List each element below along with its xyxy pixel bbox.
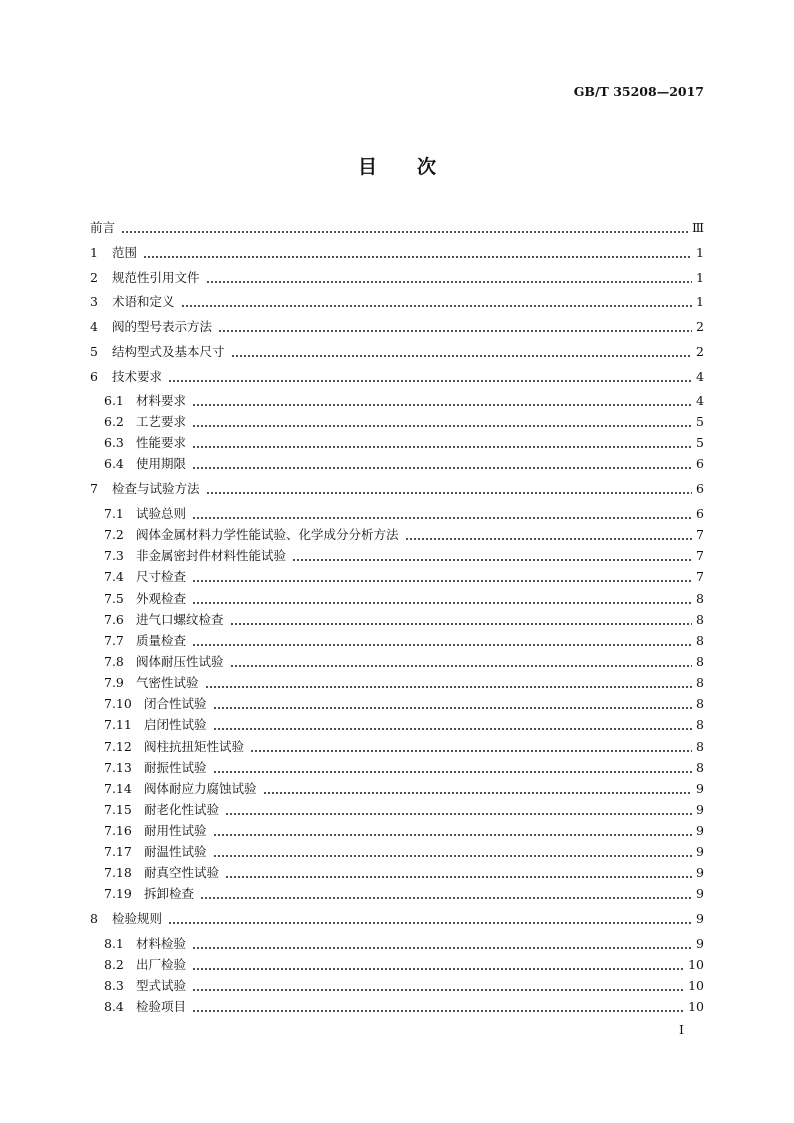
toc-entry-page: 9: [696, 844, 704, 859]
toc-entry-label: 外观检查: [136, 591, 187, 606]
dot-leader: [192, 957, 684, 972]
dot-leader: [405, 527, 692, 542]
toc-entry[interactable]: [90, 548, 704, 563]
toc-entry[interactable]: [90, 369, 704, 384]
toc-entry-number: 8.1: [104, 936, 124, 951]
dot-leader: [192, 978, 684, 993]
toc-entry-page: 8: [696, 739, 704, 754]
dot-leader: [192, 569, 692, 584]
page-title: [0, 152, 794, 179]
toc-entry[interactable]: [90, 633, 704, 648]
toc-entry-number: 8.2: [104, 957, 124, 972]
toc-entry-number: 7.19: [104, 886, 132, 901]
toc-entry-label: 阀的型号表示方法: [112, 319, 213, 334]
title-char-1: 目: [357, 156, 377, 178]
toc-entry[interactable]: [90, 481, 704, 496]
toc-entry-label: 质量检查: [136, 633, 187, 648]
toc-entry-page: 9: [696, 865, 704, 880]
toc-entry[interactable]: [90, 781, 704, 796]
toc-entry-page: 2: [696, 344, 704, 359]
toc-entry-page: 8: [696, 591, 704, 606]
toc-entry-label: 尺寸检查: [136, 569, 187, 584]
toc-entry-number: 7.15: [104, 802, 132, 817]
toc-entry-number: 2: [90, 270, 98, 285]
toc-entry-label: 范围: [112, 245, 138, 260]
toc-entry-page: 5: [696, 414, 704, 429]
toc-entry-label: 耐老化性试验: [144, 802, 220, 817]
toc-entry-number: 3: [90, 294, 98, 309]
toc-entry-page: 1: [696, 270, 704, 285]
toc-entry-label: 前言: [90, 220, 116, 235]
toc-entry-label: 阀体耐压性试验: [136, 654, 224, 669]
toc-entry-page: 9: [696, 781, 704, 796]
dot-leader: [192, 633, 692, 648]
toc-entry[interactable]: [90, 527, 704, 542]
toc-entry[interactable]: [90, 675, 704, 690]
toc-entry-page: 9: [696, 886, 704, 901]
toc-entry-page: 7: [696, 569, 704, 584]
toc-entry-page: 5: [696, 435, 704, 450]
toc-entry-number: 7.13: [104, 760, 132, 775]
toc-entry[interactable]: [90, 393, 704, 408]
toc-entry-label: 使用期限: [136, 456, 187, 471]
toc-entry-label: 材料检验: [136, 936, 187, 951]
toc-entry-number: 7.16: [104, 823, 132, 838]
toc-entry-label: 出厂检验: [136, 957, 187, 972]
dot-leader: [121, 220, 688, 235]
toc-entry-label: 闭合性试验: [144, 696, 207, 711]
toc-entry-label: 阀体金属材料力学性能试验、化学成分分析方法: [136, 527, 399, 542]
toc-entry-page: 8: [696, 612, 704, 627]
dot-leader: [213, 823, 692, 838]
toc-entry-number: 8.3: [104, 978, 124, 993]
toc-entry[interactable]: [90, 319, 704, 334]
toc-entry-label: 耐真空性试验: [144, 865, 220, 880]
toc-entry[interactable]: [90, 569, 704, 584]
toc-entry-label: 检查与试验方法: [112, 481, 200, 496]
dot-leader: [263, 781, 692, 796]
dot-leader: [206, 481, 692, 496]
toc-entry-page: Ⅲ: [691, 220, 704, 235]
toc-entry[interactable]: [90, 414, 704, 429]
toc-entry-number: 8.4: [104, 999, 124, 1014]
toc-entry-page: 9: [696, 911, 704, 926]
toc-entry-label: 进气口螺纹检查: [136, 612, 224, 627]
toc-entry[interactable]: [90, 245, 704, 260]
title-char-2: 次: [417, 156, 437, 178]
page-number: I: [679, 1022, 684, 1037]
toc-entry-page: 4: [696, 393, 704, 408]
toc-entry-page: 10: [688, 957, 704, 972]
dot-leader: [205, 675, 692, 690]
dot-leader: [213, 717, 692, 732]
toc-entry-number: 5: [90, 344, 98, 359]
toc-entry-label: 试验总则: [136, 506, 187, 521]
toc-entry[interactable]: [90, 717, 704, 732]
toc-entry[interactable]: [90, 911, 704, 926]
toc-entry-page: 8: [696, 654, 704, 669]
toc-entry-page: 1: [696, 245, 704, 260]
toc-entry-label: 拆卸检查: [144, 886, 195, 901]
toc-entry-number: 1: [90, 245, 98, 260]
toc-entry-label: 气密性试验: [136, 675, 199, 690]
dot-leader: [225, 802, 692, 817]
toc-entry-label: 术语和定义: [112, 294, 175, 309]
toc-entry-page: 6: [696, 456, 704, 471]
dot-leader: [230, 654, 692, 669]
toc-entry-number: 6.2: [104, 414, 124, 429]
toc-entry-number: 6.1: [104, 393, 124, 408]
dot-leader: [192, 506, 692, 521]
toc-entry-page: 2: [696, 319, 704, 334]
toc-entry-label: 检验项目: [136, 999, 187, 1014]
toc-entry-label: 启闭性试验: [144, 717, 207, 732]
toc-entry[interactable]: [90, 844, 704, 859]
toc-entry[interactable]: [90, 456, 704, 471]
toc-entry-page: 1: [696, 294, 704, 309]
dot-leader: [181, 294, 692, 309]
toc-entry[interactable]: [90, 220, 704, 235]
toc-entry-page: 8: [696, 675, 704, 690]
toc-entry-number: 7.6: [104, 612, 124, 627]
toc-entry-number: 7.12: [104, 739, 132, 754]
toc-entry-number: 7.2: [104, 527, 124, 542]
dot-leader: [231, 344, 692, 359]
dot-leader: [213, 844, 692, 859]
toc-entry-label: 性能要求: [136, 435, 187, 450]
toc-entry[interactable]: [90, 506, 704, 521]
toc-entry[interactable]: [90, 865, 704, 880]
toc-entry[interactable]: [90, 591, 704, 606]
dot-leader: [168, 369, 692, 384]
toc-entry[interactable]: [90, 802, 704, 817]
toc-entry-label: 耐振性试验: [144, 760, 207, 775]
dot-leader: [213, 760, 692, 775]
toc-entry[interactable]: [90, 654, 704, 669]
toc-entry-page: 6: [696, 506, 704, 521]
toc-entry-page: 8: [696, 633, 704, 648]
toc-entry-page: 4: [696, 369, 704, 384]
toc-entry[interactable]: [90, 270, 704, 285]
toc-entry[interactable]: [90, 739, 704, 754]
toc-entry-number: 6.3: [104, 435, 124, 450]
toc-entry-number: 7.7: [104, 633, 124, 648]
dot-leader: [250, 739, 692, 754]
dot-leader: [192, 456, 692, 471]
toc-entry-label: 材料要求: [136, 393, 187, 408]
toc-entry-number: 7.8: [104, 654, 124, 669]
toc-entry-label: 型式试验: [136, 978, 187, 993]
toc-entry-number: 7.11: [104, 717, 132, 732]
toc-entry-label: 结构型式及基本尺寸: [112, 344, 225, 359]
toc-entry[interactable]: [90, 696, 704, 711]
dot-leader: [192, 999, 684, 1014]
dot-leader: [143, 245, 692, 260]
toc-entry-page: 10: [688, 999, 704, 1014]
toc-entry-label: 阀体耐应力腐蚀试验: [144, 781, 257, 796]
toc-entry-label: 检验规则: [112, 911, 163, 926]
toc-entry-number: 7.10: [104, 696, 132, 711]
toc-entry[interactable]: [90, 886, 704, 901]
toc-entry-number: 7: [90, 481, 98, 496]
toc-entry[interactable]: [90, 999, 704, 1014]
toc-entry-page: 9: [696, 936, 704, 951]
toc-entry-label: 技术要求: [112, 369, 163, 384]
toc-entry-page: 7: [696, 527, 704, 542]
toc-entry-label: 规范性引用文件: [112, 270, 200, 285]
toc-entry-number: 4: [90, 319, 98, 334]
toc-entry[interactable]: [90, 294, 704, 309]
toc-entry-number: 6: [90, 369, 98, 384]
toc-entry-page: 8: [696, 696, 704, 711]
toc-entry[interactable]: [90, 978, 704, 993]
dot-leader: [192, 591, 692, 606]
dot-leader: [225, 865, 692, 880]
toc-entry[interactable]: [90, 957, 704, 972]
toc-entry-number: 7.18: [104, 865, 132, 880]
standard-code: GB/T 35208—2017: [573, 84, 704, 99]
toc-entry-number: 7.1: [104, 506, 124, 521]
toc-entry-label: 工艺要求: [136, 414, 187, 429]
toc-entry-page: 9: [696, 802, 704, 817]
dot-leader: [192, 936, 692, 951]
dot-leader: [192, 393, 692, 408]
dot-leader: [213, 696, 692, 711]
toc-entry-page: 8: [696, 760, 704, 775]
toc-entry-number: 7.3: [104, 548, 124, 563]
dot-leader: [206, 270, 692, 285]
toc-entry-label: 阀柱抗扭矩性试验: [144, 739, 245, 754]
toc-entry[interactable]: [90, 760, 704, 775]
toc-entry-number: 7.14: [104, 781, 132, 796]
toc-entry-number: 8: [90, 911, 98, 926]
dot-leader: [192, 435, 692, 450]
toc-entry[interactable]: [90, 435, 704, 450]
toc-entry-number: 7.9: [104, 675, 124, 690]
toc-entry-label: 耐温性试验: [144, 844, 207, 859]
toc-entry[interactable]: [90, 823, 704, 838]
toc-entry[interactable]: [90, 344, 704, 359]
toc-entry-label: 耐用性试验: [144, 823, 207, 838]
dot-leader: [192, 414, 692, 429]
toc-entry-label: 非金属密封件材料性能试验: [136, 548, 287, 563]
toc-entry-number: 7.17: [104, 844, 132, 859]
toc-entry-number: 7.4: [104, 569, 124, 584]
dot-leader: [230, 612, 692, 627]
toc-entry-page: 7: [696, 548, 704, 563]
dot-leader: [218, 319, 692, 334]
dot-leader: [200, 886, 692, 901]
dot-leader: [292, 548, 692, 563]
toc-entry-page: 10: [688, 978, 704, 993]
toc-entry-page: 8: [696, 717, 704, 732]
dot-leader: [168, 911, 692, 926]
toc-entry-number: 6.4: [104, 456, 124, 471]
toc-entry-number: 7.5: [104, 591, 124, 606]
toc-entry[interactable]: [90, 936, 704, 951]
toc-entry[interactable]: [90, 612, 704, 627]
toc-entry-page: 9: [696, 823, 704, 838]
toc-entry-page: 6: [696, 481, 704, 496]
